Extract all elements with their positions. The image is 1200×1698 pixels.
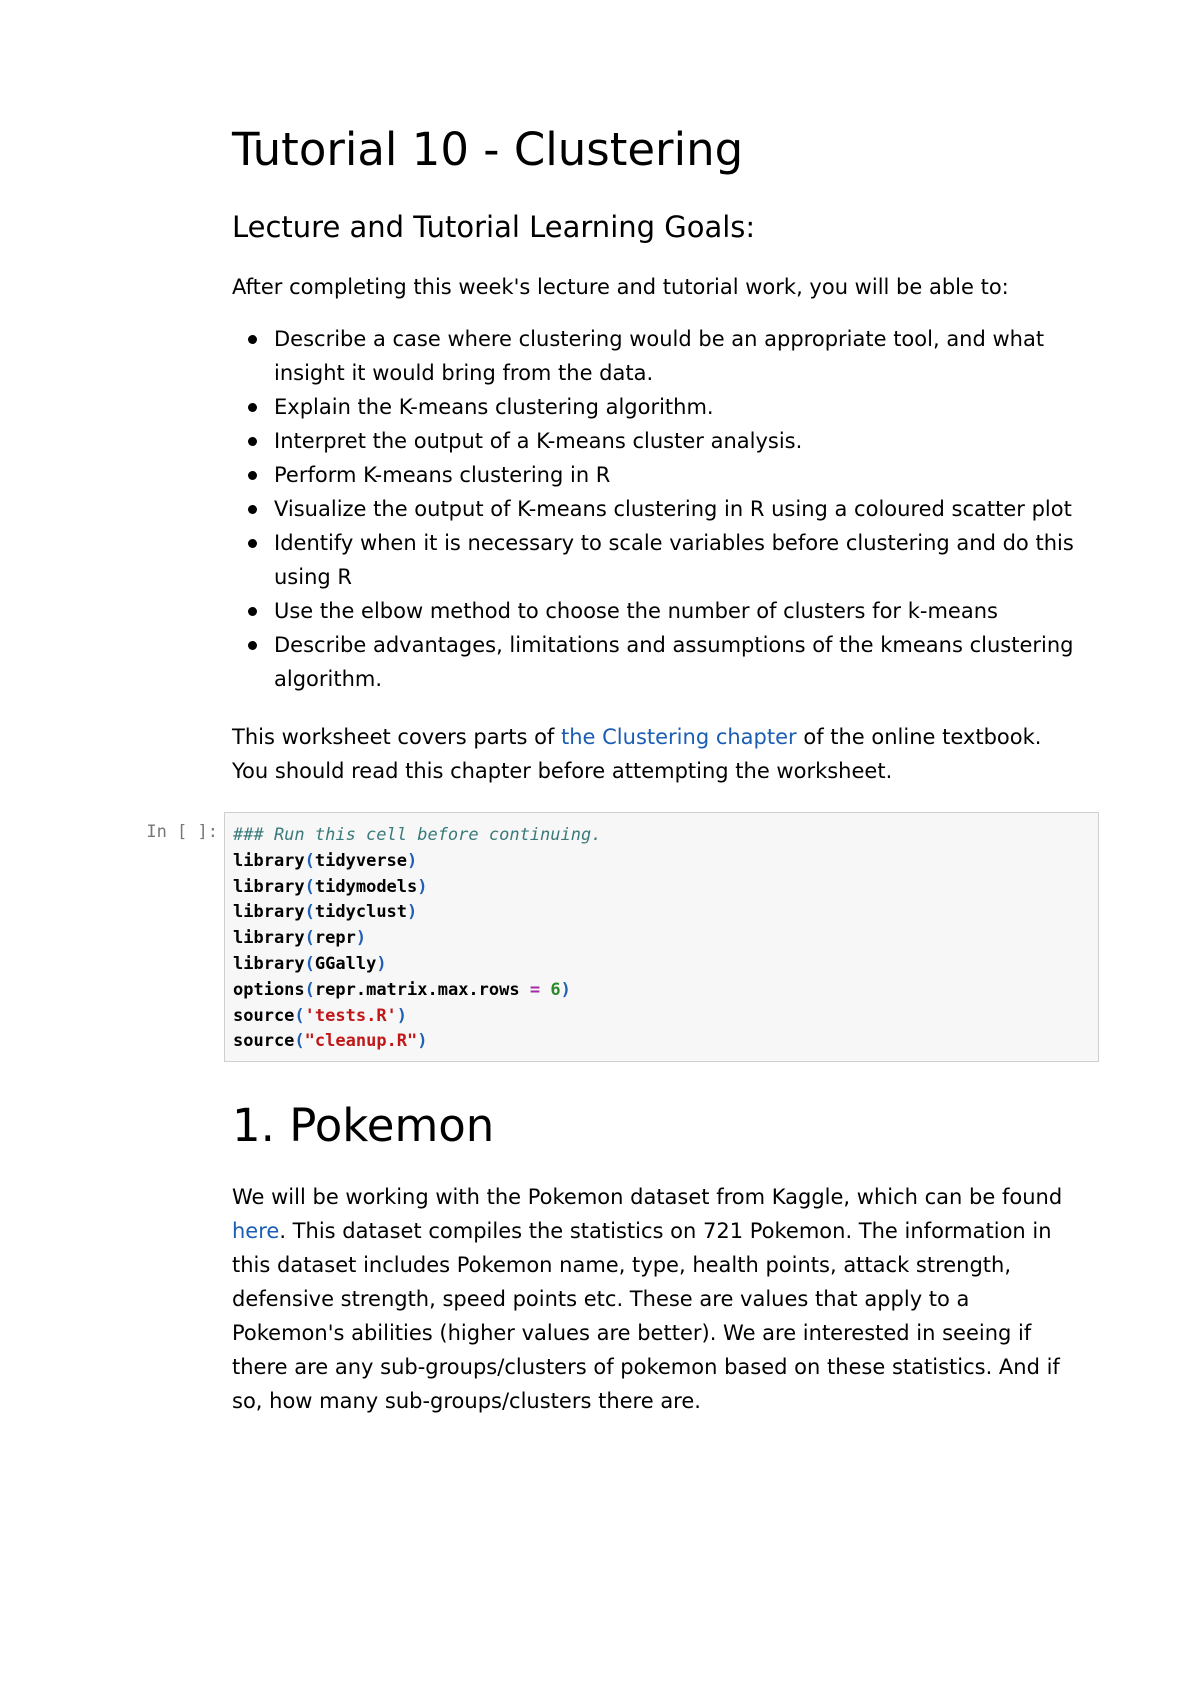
bullet-icon <box>248 471 257 480</box>
bullet-icon <box>248 437 257 446</box>
pokemon-text-after: . This dataset compiles the statistics on 721 Pokemon. The information in this dataset includes Pokemon name, type, health points, attack strength, defensive strength, speed points etc. These are values that apply to a Pokemon's abilities (higher values are better). We are interested in seeing if there are any sub-groups/clusters of pokemon based on these statistics. And if so, how many sub-groups/clusters there are. <box>232 1219 1060 1413</box>
code-string: "cleanup.R" <box>304 1031 418 1052</box>
goal-text: Visualize the output of K-means clustering in R using a coloured scatter plot <box>274 497 1072 521</box>
code-paren: ) <box>417 876 428 897</box>
code-line <box>233 1029 1090 1055</box>
code-function: library <box>233 902 305 923</box>
section-heading-pokemon: 1. Pokemon <box>232 1099 495 1152</box>
bullet-icon <box>248 335 257 344</box>
list-item <box>274 594 1114 628</box>
worksheet-coverage-text <box>232 720 1072 788</box>
code-paren: ( <box>294 1005 305 1026</box>
goal-text: Describe advantages, limitations and assumptions of the kmeans clustering algorithm. <box>274 633 1074 691</box>
code-argument: tidyverse <box>314 850 408 871</box>
list-item <box>274 628 1114 696</box>
code-paren: ( <box>304 953 315 974</box>
code-paren: ( <box>304 850 315 871</box>
list-item <box>274 526 1114 594</box>
code-paren: ) <box>407 850 418 871</box>
code-argument: GGally <box>314 953 377 974</box>
code-function: source <box>233 1031 295 1052</box>
goals-intro: After completing this week's lecture and tutorial work, you will be able to: <box>232 275 1009 299</box>
code-paren: ( <box>294 1031 305 1052</box>
code-argument: tidyclust <box>314 902 408 923</box>
code-paren: ) <box>560 979 571 1000</box>
page-title: Tutorial 10 - Clustering <box>232 123 744 176</box>
code-line <box>233 875 1090 901</box>
code-paren: ) <box>376 953 387 974</box>
goals-heading: Lecture and Tutorial Learning Goals: <box>232 210 756 244</box>
goals-list <box>232 322 1114 696</box>
goal-text: Interpret the output of a K-means cluster analysis. <box>274 429 803 453</box>
code-line <box>233 900 1090 926</box>
code-comment: ### Run this cell before continuing. <box>233 825 602 845</box>
bullet-icon <box>248 403 257 412</box>
goal-text: Use the elbow method to choose the number of clusters for k-means <box>274 599 998 623</box>
pokemon-description <box>232 1180 1072 1418</box>
code-line <box>233 823 1090 849</box>
bullet-icon <box>248 607 257 616</box>
list-item <box>274 390 1114 424</box>
goal-text: Perform K-means clustering in R <box>274 463 611 487</box>
kaggle-dataset-link[interactable]: here <box>232 1219 280 1243</box>
goal-text: Explain the K-means clustering algorithm. <box>274 395 714 419</box>
code-line <box>233 1004 1090 1030</box>
bullet-icon <box>248 505 257 514</box>
code-function: library <box>233 876 305 897</box>
code-function: library <box>233 953 305 974</box>
code-function: library <box>233 850 305 871</box>
cell-prompt: In [ ]: <box>146 822 218 842</box>
code-argument: repr <box>314 928 356 949</box>
code-line <box>233 978 1090 1004</box>
code-paren: ) <box>417 1031 428 1052</box>
clustering-chapter-link[interactable]: the Clustering chapter <box>561 725 797 749</box>
code-argument: tidymodels <box>314 876 418 897</box>
code-operator: = <box>529 979 541 1000</box>
goal-text: Identify when it is necessary to scale variables before clustering and do this using R <box>274 531 1074 589</box>
code-string: 'tests.R' <box>304 1005 397 1026</box>
code-function: options <box>233 979 305 1000</box>
code-line <box>233 926 1090 952</box>
code-function: library <box>233 928 305 949</box>
code-paren: ( <box>304 928 315 949</box>
code-paren: ) <box>407 902 418 923</box>
list-item <box>274 322 1114 390</box>
goal-text: Describe a case where clustering would be an appropriate tool, and what insight it would bring from the data. <box>274 327 1045 385</box>
pokemon-text-before: We will be working with the Pokemon dataset from Kaggle, which can be found <box>232 1185 1063 1209</box>
code-paren: ) <box>355 928 367 949</box>
coverage-text-before: This worksheet covers parts of <box>232 725 561 749</box>
code-paren: ( <box>304 979 315 1000</box>
code-function: source <box>233 1005 295 1026</box>
list-item <box>274 492 1114 526</box>
code-number: 6 <box>550 979 561 1000</box>
code-argument: repr.matrix.max.rows <box>314 979 520 1000</box>
code-paren: ( <box>304 876 315 897</box>
list-item <box>274 458 1114 492</box>
bullet-icon <box>248 539 257 548</box>
code-line <box>233 849 1090 875</box>
code-paren: ( <box>304 902 315 923</box>
coverage-text-after: of the online textbook. You should read this chapter before attempting the worksheet. <box>232 725 1042 783</box>
code-line <box>233 952 1090 978</box>
bullet-icon <box>248 641 257 650</box>
code-cell[interactable] <box>224 812 1099 1062</box>
code-paren: ) <box>396 1005 408 1026</box>
list-item <box>274 424 1114 458</box>
